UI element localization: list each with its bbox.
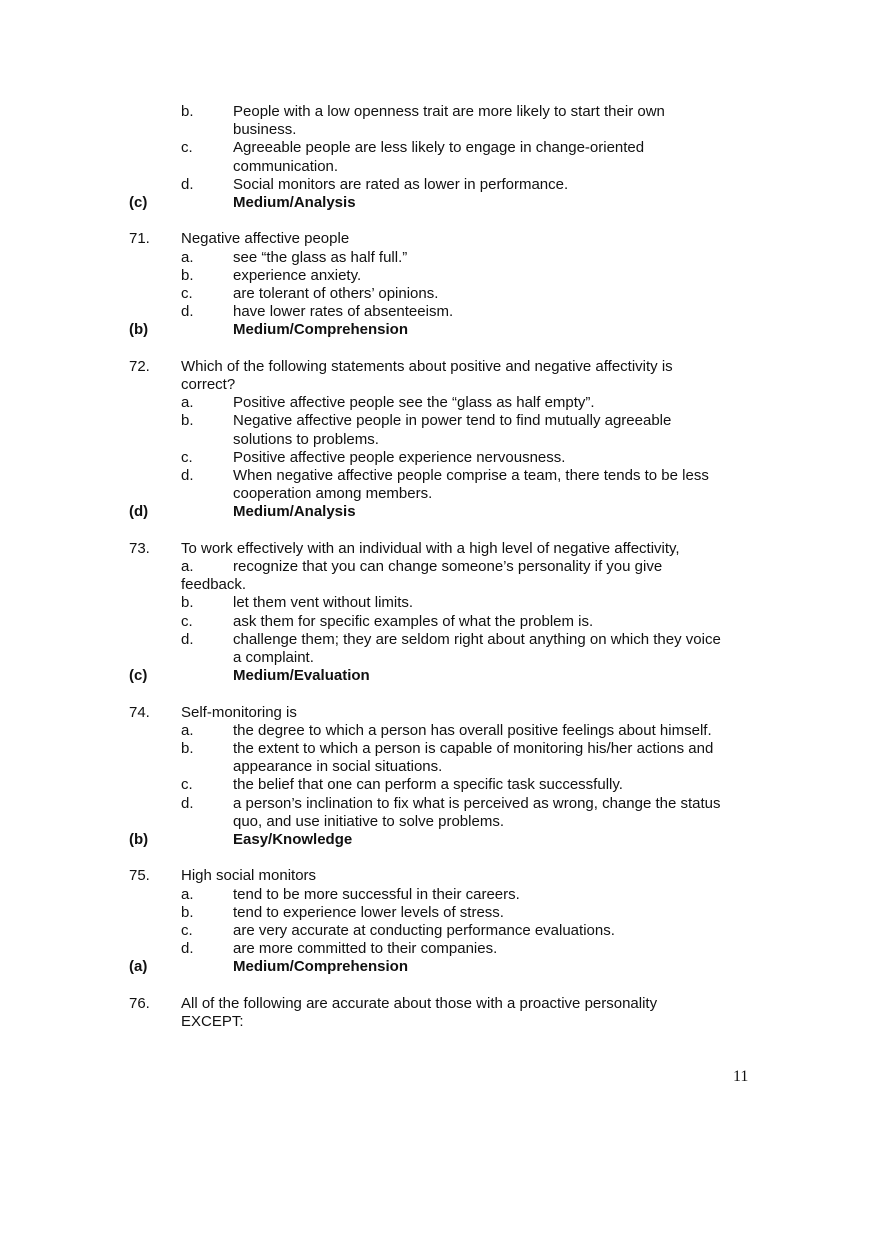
- option-letter: b.: [181, 594, 194, 612]
- option-letter: a.: [181, 885, 194, 903]
- question-stem: Negative affective people: [181, 230, 350, 248]
- text-line: [0, 631, 880, 649]
- answer-key: (a): [129, 958, 148, 976]
- option-letter: d.: [181, 630, 194, 648]
- answer-key: (d): [129, 503, 149, 521]
- text-line: [0, 795, 880, 813]
- option-text: see “the glass as half full.”: [233, 248, 408, 266]
- text-line: [0, 394, 880, 412]
- option-text: cooperation among members.: [233, 485, 433, 503]
- question-72: [0, 358, 880, 522]
- text-line: [0, 121, 880, 139]
- text-line: [0, 503, 880, 521]
- answer-key: (c): [129, 193, 148, 211]
- option-letter: c.: [181, 921, 193, 939]
- question-73: [0, 540, 880, 686]
- question-74: [0, 704, 880, 850]
- text-line: [0, 886, 880, 904]
- text-line: [0, 649, 880, 667]
- option-letter: c.: [181, 776, 193, 794]
- text-line: [0, 540, 880, 558]
- option-text: business.: [233, 121, 297, 139]
- text-line: [0, 958, 880, 976]
- difficulty-level: Medium/Analysis: [233, 193, 356, 211]
- option-letter: b.: [181, 739, 194, 757]
- option-text: Agreeable people are less likely to engage in change-oriented: [233, 139, 645, 157]
- option-letter: d.: [181, 466, 194, 484]
- question-number: 74.: [129, 703, 150, 721]
- text-line: [0, 449, 880, 467]
- question-number: 73.: [129, 539, 150, 557]
- option-text: feedback.: [181, 576, 247, 594]
- text-line: [0, 467, 880, 485]
- option-text: ask them for specific examples of what the problem is.: [233, 612, 594, 630]
- question-stem: EXCEPT:: [181, 1012, 244, 1030]
- question-number: 75.: [129, 867, 150, 885]
- text-line: [0, 176, 880, 194]
- option-letter: d.: [181, 303, 194, 321]
- option-text: challenge them; they are seldom right about anything on which they voice: [233, 630, 721, 648]
- text-line: [0, 740, 880, 758]
- text-line: [0, 922, 880, 940]
- option-letter: b.: [181, 412, 194, 430]
- text-line: [0, 722, 880, 740]
- option-text: solutions to problems.: [233, 430, 379, 448]
- text-line: [0, 158, 880, 176]
- text-line: [0, 758, 880, 776]
- text-line: [0, 776, 880, 794]
- option-letter: d.: [181, 175, 194, 193]
- text-line: [0, 194, 880, 212]
- option-text: People with a low openness trait are more likely to start their own: [233, 103, 665, 120]
- text-line: [0, 940, 880, 958]
- text-line: [0, 431, 880, 449]
- question-stem: All of the following are accurate about those with a proactive personality: [181, 994, 658, 1012]
- text-line: [0, 303, 880, 321]
- option-text: a person’s inclination to fix what is perceived as wrong, change the status: [233, 794, 721, 812]
- question-71: [0, 230, 880, 339]
- option-text: Positive affective people see the “glass as half empty”.: [233, 394, 595, 412]
- difficulty-level: Easy/Knowledge: [233, 830, 353, 848]
- question-stem: Which of the following statements about positive and negative affectivity is: [181, 357, 673, 375]
- option-letter: a.: [181, 248, 194, 266]
- option-text: the extent to which a person is capable of monitoring his/her actions and: [233, 739, 714, 757]
- question-stem: Self-monitoring is: [181, 703, 297, 721]
- option-letter: b.: [181, 103, 194, 120]
- option-text: appearance in social situations.: [233, 758, 443, 776]
- option-text: recognize that you can change someone’s personality if you give: [233, 557, 663, 575]
- option-letter: b.: [181, 903, 194, 921]
- option-text: are more committed to their companies.: [233, 940, 498, 958]
- text-line: [0, 139, 880, 157]
- option-letter: c.: [181, 448, 193, 466]
- question-75: [0, 867, 880, 976]
- text-line: [0, 995, 880, 1013]
- text-line: [0, 613, 880, 631]
- option-letter: c.: [181, 612, 193, 630]
- text-line: [0, 576, 880, 594]
- text-line: [0, 1013, 880, 1031]
- option-letter: d.: [181, 794, 194, 812]
- text-line: [0, 667, 880, 685]
- text-line: [0, 230, 880, 248]
- question-number: 72.: [129, 357, 150, 375]
- text-line: [0, 867, 880, 885]
- difficulty-level: Medium/Comprehension: [233, 958, 409, 976]
- option-letter: a.: [181, 394, 194, 412]
- text-line: [0, 831, 880, 849]
- text-line: [0, 103, 880, 121]
- question-stem: To work effectively with an individual with a high level of negative affectivity,: [181, 539, 680, 557]
- text-line: [0, 321, 880, 339]
- question-number: 71.: [129, 230, 150, 248]
- text-line: [0, 485, 880, 503]
- difficulty-level: Medium/Evaluation: [233, 667, 370, 685]
- option-letter: a.: [181, 557, 194, 575]
- question-continued: [0, 103, 880, 212]
- text-line: [0, 813, 880, 831]
- option-text: Positive affective people experience nervousness.: [233, 448, 566, 466]
- option-text: let them vent without limits.: [233, 594, 414, 612]
- option-text: a complaint.: [233, 648, 314, 666]
- option-text: have lower rates of absenteeism.: [233, 303, 454, 321]
- page-number: 11: [733, 1068, 749, 1085]
- text-line: [0, 412, 880, 430]
- answer-key: (b): [129, 321, 149, 339]
- option-text: the belief that one can perform a specific task successfully.: [233, 776, 623, 794]
- option-letter: b.: [181, 266, 194, 284]
- answer-key: (b): [129, 830, 149, 848]
- text-line: [0, 704, 880, 722]
- option-text: the degree to which a person has overall positive feelings about himself.: [233, 721, 712, 739]
- option-letter: c.: [181, 284, 193, 302]
- option-text: tend to be more successful in their careers.: [233, 885, 520, 903]
- option-text: tend to experience lower levels of stress.: [233, 903, 504, 921]
- difficulty-level: Medium/Analysis: [233, 503, 356, 521]
- question-stem: correct?: [181, 375, 236, 393]
- option-letter: a.: [181, 721, 194, 739]
- text-line: [0, 904, 880, 922]
- option-text: Social monitors are rated as lower in performance.: [233, 175, 569, 193]
- text-line: [0, 558, 880, 576]
- question-number: 76.: [129, 994, 150, 1012]
- option-text: quo, and use initiative to solve problems.: [233, 812, 504, 830]
- option-letter: d.: [181, 940, 194, 958]
- text-line: [0, 358, 880, 376]
- answer-key: (c): [129, 667, 148, 685]
- difficulty-level: Medium/Comprehension: [233, 321, 409, 339]
- option-text: are very accurate at conducting performance evaluations.: [233, 921, 615, 939]
- question-stem: High social monitors: [181, 867, 317, 885]
- text-line: [0, 267, 880, 285]
- option-text: When negative affective people comprise a team, there tends to be less: [233, 466, 709, 484]
- text-line: [0, 376, 880, 394]
- text-line: [0, 285, 880, 303]
- option-text: experience anxiety.: [233, 266, 362, 284]
- option-letter: c.: [181, 139, 193, 157]
- option-text: Negative affective people in power tend to find mutually agreeable: [233, 412, 672, 430]
- question-76: [0, 995, 880, 1031]
- option-text: are tolerant of others’ opinions.: [233, 284, 439, 302]
- option-text: communication.: [233, 157, 339, 175]
- text-line: [0, 594, 880, 612]
- text-line: [0, 249, 880, 267]
